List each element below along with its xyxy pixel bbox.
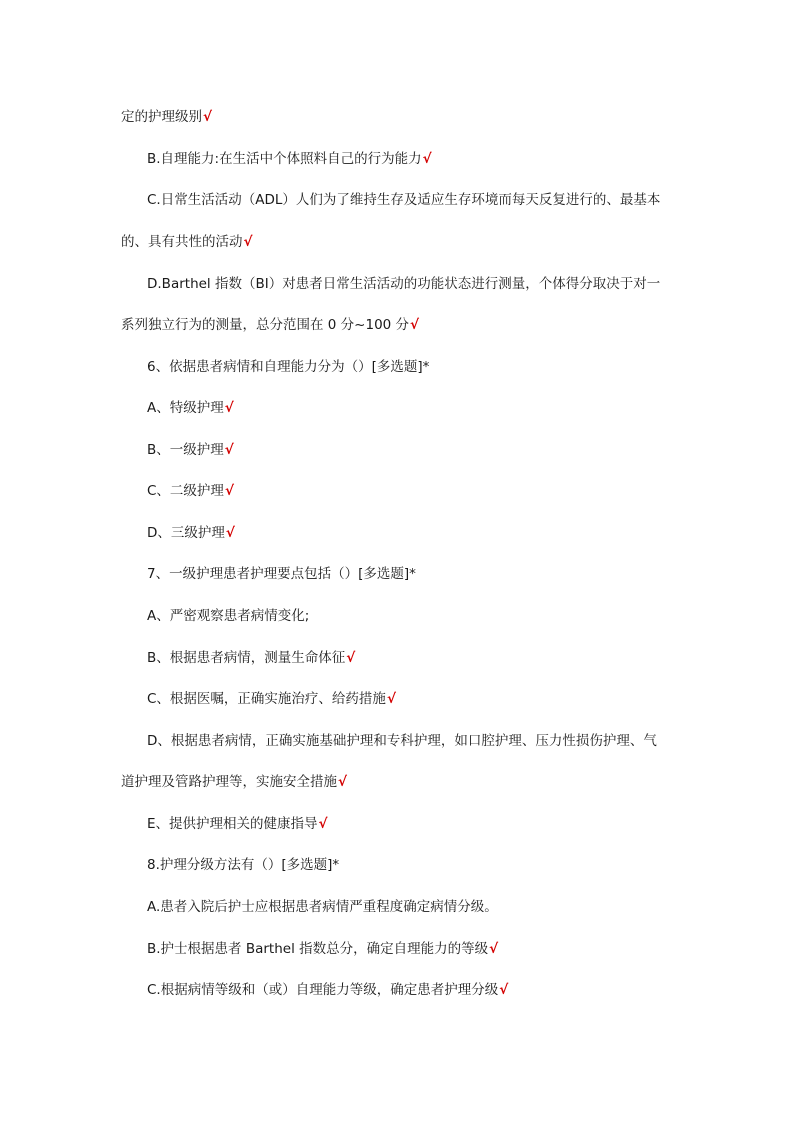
- text-line: B.自理能力:在生活中个体照料自己的行为能力√: [147, 151, 432, 167]
- option-line: B.护士根据患者 Barthel 指数总分，确定自理能力的等级√: [147, 941, 499, 957]
- check-mark: √: [225, 525, 235, 541]
- text-line: C.日常生活活动（ADL）人们为了维持生存及适应生存环境而每天反复进行的、最基本: [147, 192, 661, 208]
- question-line: 6、依据患者病情和自理能力分为（）[多选题]*: [147, 359, 430, 375]
- option-line: B、一级护理√: [147, 442, 234, 458]
- option-line: A.患者入院后护士应根据患者病情严重程度确定病情分级。: [147, 899, 498, 915]
- text-line: 系列独立行为的测量，总分范围在 0 分~100 分√: [121, 317, 420, 333]
- check-mark: √: [203, 109, 213, 125]
- text-line: 的、具有共性的活动√: [121, 234, 253, 250]
- option-line: E、提供护理相关的健康指导√: [147, 816, 328, 832]
- check-mark: √: [386, 691, 396, 707]
- check-mark: √: [224, 442, 234, 458]
- question-line: 8.护理分级方法有（）[多选题]*: [147, 857, 340, 873]
- question-line: 7、一级护理患者护理要点包括（）[多选题]*: [147, 566, 416, 582]
- option-line: D、根据患者病情，正确实施基础护理和专科护理，如口腔护理、压力性损伤护理、气: [147, 733, 657, 749]
- check-mark: √: [224, 400, 234, 416]
- option-line: A、严密观察患者病情变化;: [147, 608, 310, 624]
- check-mark: √: [338, 774, 348, 790]
- check-mark: √: [489, 941, 499, 957]
- option-line: C.根据病情等级和（或）自理能力等级，确定患者护理分级√: [147, 982, 509, 998]
- option-line: B、根据患者病情，测量生命体征√: [147, 650, 356, 666]
- check-mark: √: [346, 650, 356, 666]
- option-line: C、根据医嘱，正确实施治疗、给药措施√: [147, 691, 396, 707]
- option-line: C、二级护理√: [147, 483, 234, 499]
- option-line: A、特级护理√: [147, 400, 234, 416]
- check-mark: √: [422, 151, 432, 167]
- check-mark: √: [318, 816, 328, 832]
- text-line: D.Barthel 指数（BI）对患者日常生活活动的功能状态进行测量，个体得分取决于对一: [147, 276, 661, 292]
- check-mark: √: [410, 317, 420, 333]
- text-line: 道护理及管路护理等，实施安全措施√: [121, 774, 348, 790]
- option-line: D、三级护理√: [147, 525, 235, 541]
- text-line: 定的护理级别√: [121, 109, 213, 125]
- check-mark: √: [243, 234, 253, 250]
- check-mark: √: [224, 483, 234, 499]
- check-mark: √: [499, 982, 509, 998]
